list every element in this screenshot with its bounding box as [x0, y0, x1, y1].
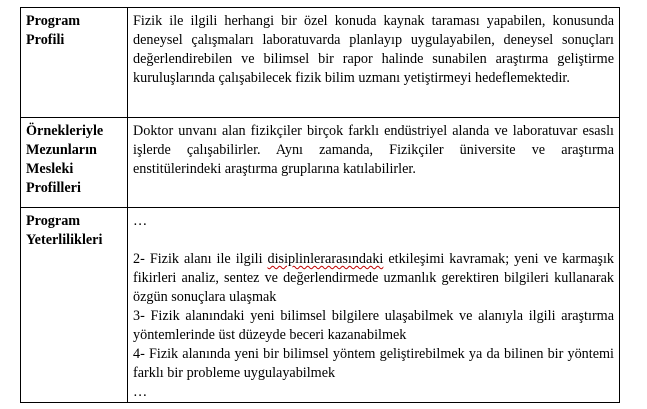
ellipsis-top: … — [133, 213, 148, 229]
row-content-program-competencies — [128, 208, 620, 403]
row-label-program-profile — [21, 8, 128, 118]
table-row-program-competencies — [21, 208, 620, 403]
label-line: Mezunların — [26, 142, 97, 158]
label-line: Profilleri — [26, 180, 81, 196]
competency-item-2-end: etkileşimi kavramak; yeni ve karmaşık fikirleri analiz, sentez ve değerlendirmede uzmanlık gerektiren bilgileri kullanarak özgün sonuçlara ulaşmak — [133, 251, 614, 305]
spellcheck-underlined-word[interactable]: disiplinlerarasındaki — [267, 251, 384, 267]
label-line: Program — [26, 13, 81, 29]
label-line: Mesleki — [26, 161, 74, 177]
row-content-program-profile — [128, 8, 620, 118]
program-info-table — [20, 7, 620, 403]
blank-line — [133, 231, 614, 250]
row-content-graduate-profiles — [128, 118, 620, 208]
competency-item-2 — [133, 250, 614, 307]
graduate-profiles-text: Doktor unvanı alan fizikçiler birçok farklı endüstriyel alanda ve laboratuvar esaslı işlerde çalışabilirler. Aynı zamanda, Fizikçiler üniversite ve araştırma enstitülerindeki araştırma gruplarına katılabilirler. — [133, 123, 614, 177]
label-line: Yeterlilikleri — [26, 232, 103, 248]
row-label-program-competencies — [21, 208, 128, 403]
row-label-graduate-profiles — [21, 118, 128, 208]
competency-item-3: 3- Fizik alanındaki yeni bilimsel bilgilere ulaşabilmek ve alanıyla ilgili araştırma yöntemlerinde üst düzeyde beceri kazanabilmek — [133, 308, 614, 343]
ellipsis-bottom: … — [133, 384, 148, 400]
competency-item-4: 4- Fizik alanında yeni bir bilimsel yöntem geliştirebilmek ya da bilinen bir yöntemi farklı bir probleme uygulayabilmek — [133, 346, 614, 381]
program-profile-text: Fizik ile ilgili herhangi bir özel konuda kaynak taraması yapabilen, konusunda deneysel çalışmaları laboratuvarda planlayıp uygulayabilen, deneysel sonuçları değerlendirebilen ve bilimsel bir rapor halinde sunabilen araştırma geliştirme kuruluşlarında çalışabilecek fizik bilim uzmanı yetiştirmeyi hedeflemektedir. — [133, 13, 614, 86]
competency-item-2-start: 2- Fizik alanı ile ilgili — [133, 251, 268, 267]
label-line: Profili — [26, 32, 65, 48]
label-line: Örnekleriyle — [26, 123, 104, 139]
table-row-graduate-profiles — [21, 118, 620, 208]
table-row-program-profile — [21, 8, 620, 118]
label-line: Program — [26, 213, 81, 229]
